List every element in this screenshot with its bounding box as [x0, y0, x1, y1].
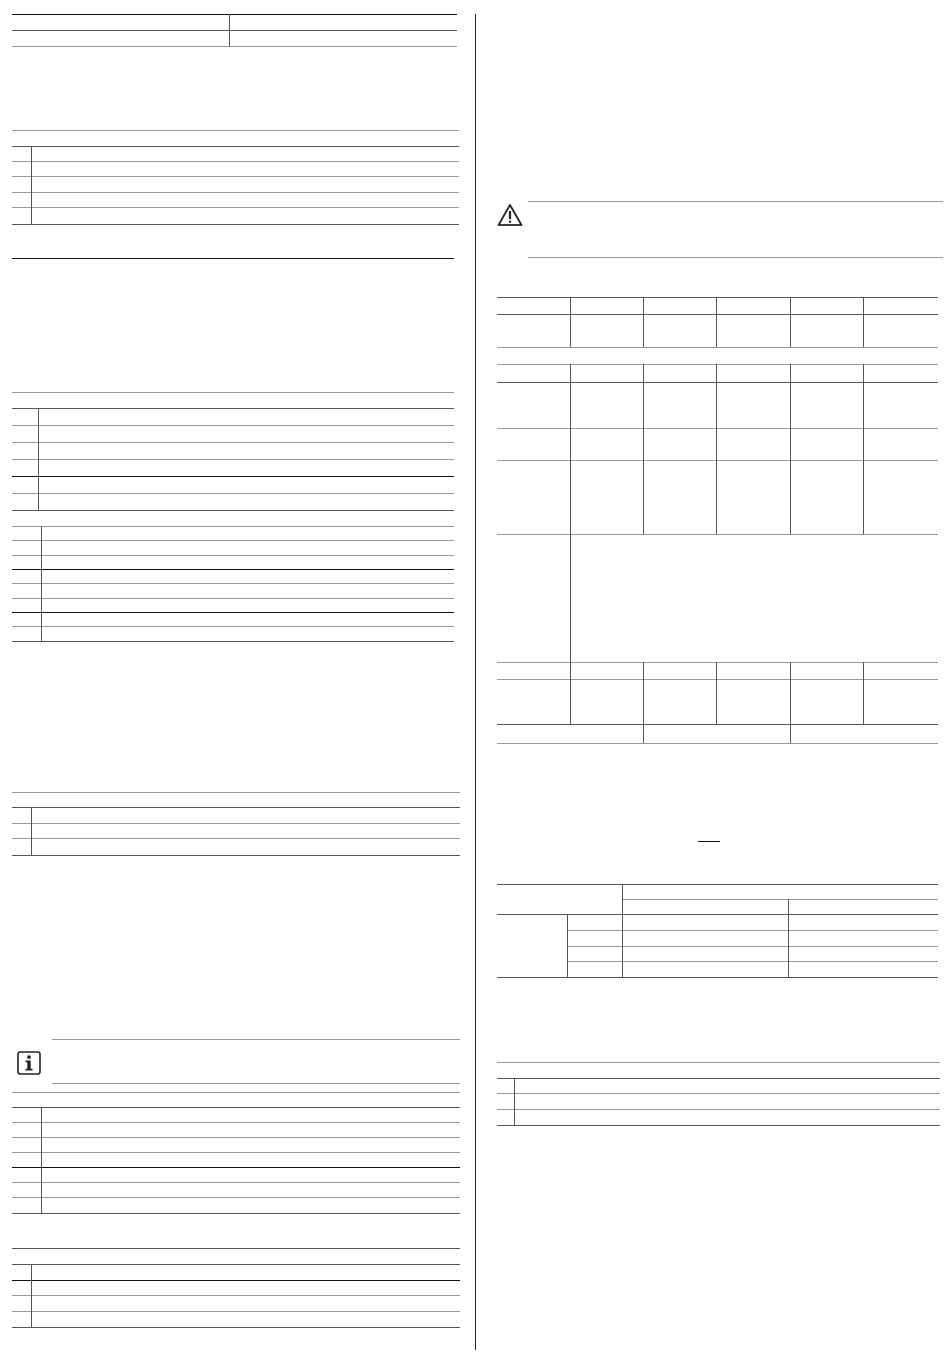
section-rule: [12, 258, 454, 259]
warning-triangle-icon: [497, 203, 523, 227]
info-icon: [17, 1051, 41, 1075]
column-divider: [475, 14, 476, 1350]
fraction-bar: [698, 841, 720, 842]
